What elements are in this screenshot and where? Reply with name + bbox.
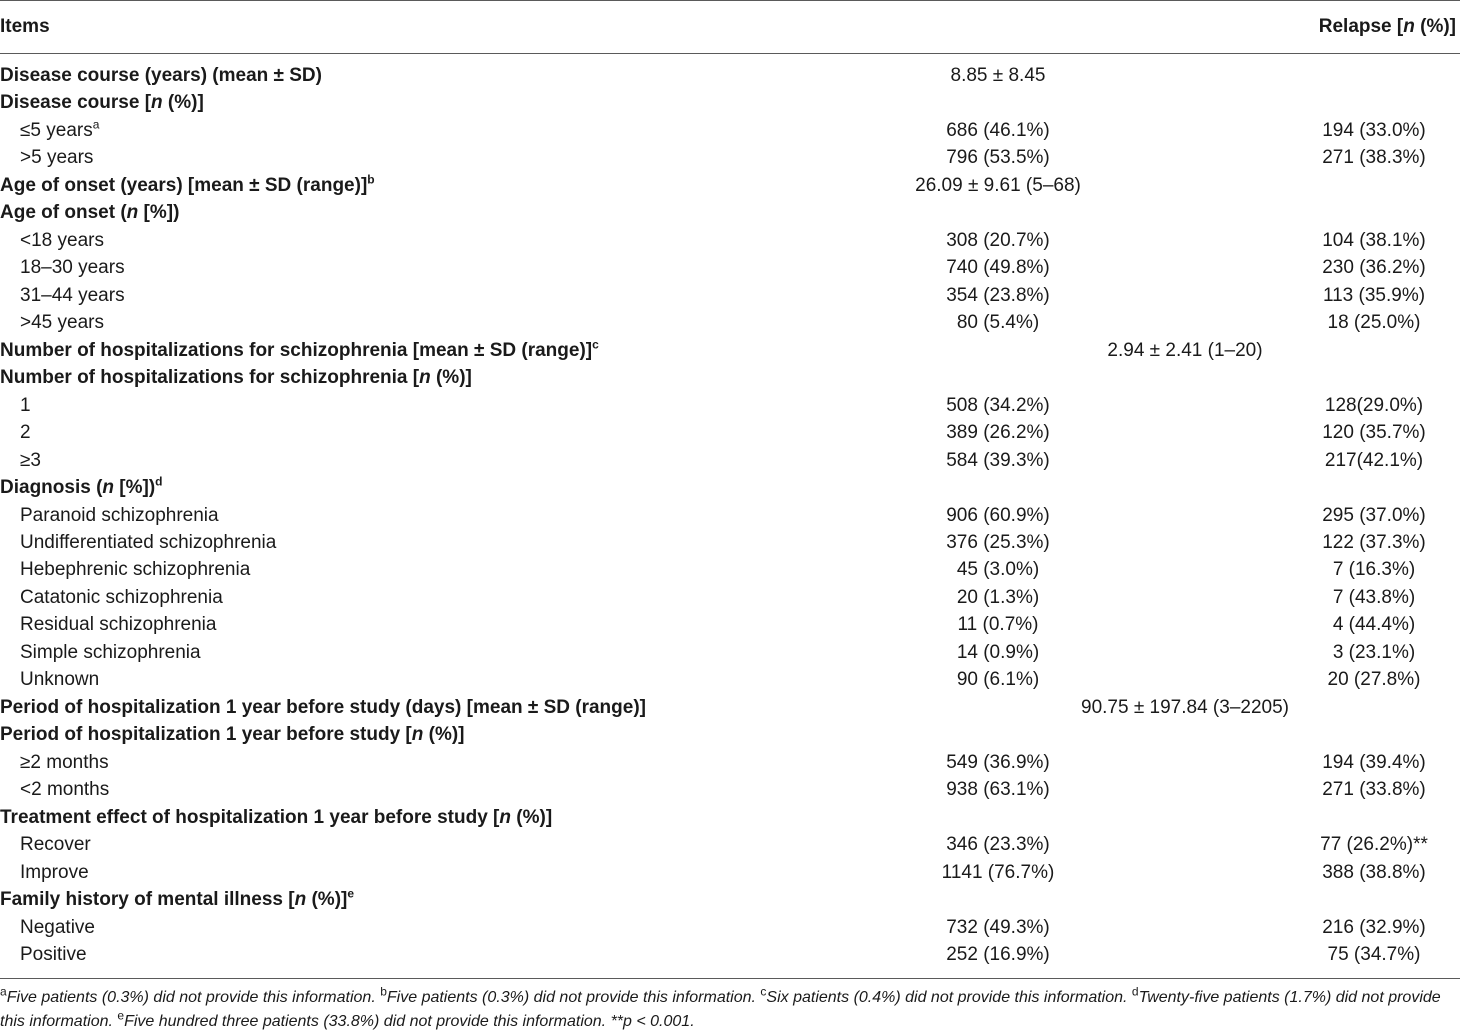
- row-label-text: Disease course (years) (mean ± SD): [0, 65, 322, 86]
- row-label: [20, 447, 41, 474]
- table-row: [0, 886, 1460, 913]
- row-label-italic: n: [419, 367, 431, 389]
- row-label: [20, 529, 276, 556]
- row-label: [0, 694, 646, 721]
- footnote-mark: a: [0, 984, 7, 999]
- row-value: 8.85 ± 8.45: [950, 65, 1046, 86]
- row-label: [0, 804, 552, 831]
- row-relapse: 122 (37.3%): [1322, 531, 1426, 553]
- row-relapse: 194 (33.0%): [1322, 119, 1426, 141]
- table-row: [0, 117, 1460, 144]
- row-label-text: 18–30 years: [20, 257, 125, 279]
- row-relapse: 194 (39.4%): [1322, 751, 1426, 773]
- footnote-mark: c: [760, 984, 767, 999]
- row-relapse: 75 (34.7%): [1327, 944, 1421, 966]
- row-label: [0, 474, 163, 501]
- row-label-text: ≥2 months: [20, 751, 109, 773]
- row-label-text: ≤5 years: [20, 119, 93, 141]
- row-label: [20, 309, 104, 336]
- row-value: 906 (60.9%): [946, 504, 1050, 526]
- row-value: 308 (20.7%): [946, 229, 1050, 251]
- table-row: [0, 721, 1460, 748]
- row-label-text: Catatonic schizophrenia: [20, 586, 223, 608]
- footnote-mark: e: [347, 886, 355, 901]
- footnote-text: Five hundred three patients (33.8%) did not provide this information. **p < 0.001.: [124, 1013, 695, 1030]
- table-row: [0, 309, 1460, 336]
- row-label-text: [%]): [138, 202, 180, 224]
- row-value: 252 (16.9%): [946, 944, 1050, 966]
- row-label-text: Treatment effect of hospitalization 1 year before study [: [0, 806, 500, 828]
- table-row: [0, 859, 1460, 886]
- row-relapse: 4 (44.4%): [1332, 614, 1416, 636]
- row-relapse: 104 (38.1%): [1322, 229, 1426, 251]
- row-label: [0, 886, 354, 913]
- header-relapse-n: n: [1403, 16, 1415, 37]
- table-row: [0, 282, 1460, 309]
- row-label: [0, 721, 465, 748]
- row-label-text: Family history of mental illness [: [0, 889, 295, 911]
- row-value: 11 (0.7%): [957, 614, 1039, 636]
- row-label-text: [%]): [114, 477, 156, 499]
- row-label-italic: n: [499, 806, 511, 828]
- row-value: 26.09 ± 9.61 (5–68): [915, 174, 1081, 196]
- header-relapse-prefix: Relapse [: [1318, 16, 1404, 37]
- row-label-text: Age of onset (: [0, 202, 127, 224]
- table-row: [0, 227, 1460, 254]
- table-row: [0, 666, 1460, 693]
- row-label-text: 31–44 years: [20, 284, 125, 306]
- row-label-text: >45 years: [20, 312, 104, 334]
- table-footnotes: [0, 986, 1460, 1034]
- table-row: [0, 584, 1460, 611]
- row-label: [20, 749, 109, 776]
- table-row: [0, 89, 1460, 116]
- row-value: 732 (49.3%): [946, 916, 1050, 938]
- footnote-mark: d: [155, 474, 163, 489]
- row-value: 90 (6.1%): [956, 669, 1040, 691]
- row-value: 376 (25.3%): [946, 531, 1050, 553]
- row-label-text: Undifferentiated schizophrenia: [20, 531, 277, 553]
- table-row: [0, 392, 1460, 419]
- row-label-text: (%)]: [306, 889, 348, 911]
- row-label-text: (%)]: [511, 806, 553, 828]
- row-label: [20, 282, 125, 309]
- row-label: [20, 831, 91, 858]
- table-row: [0, 419, 1460, 446]
- row-label: [20, 227, 104, 254]
- row-value: 1141 (76.7%): [941, 861, 1055, 883]
- table-row: [0, 941, 1460, 968]
- row-value: 686 (46.1%): [946, 119, 1050, 141]
- row-label-text: 2: [20, 422, 31, 444]
- row-relapse: 271 (38.3%): [1322, 147, 1426, 169]
- row-relapse: 217(42.1%): [1324, 449, 1424, 471]
- table-row: [0, 502, 1460, 529]
- row-value: 508 (34.2%): [946, 394, 1050, 416]
- row-relapse: 7 (43.8%): [1332, 586, 1416, 608]
- row-label-text: Residual schizophrenia: [20, 614, 217, 636]
- row-label-italic: n: [411, 724, 424, 746]
- row-value: 90.75 ± 197.84 (3–2205): [1081, 696, 1289, 718]
- row-relapse: 7 (16.3%): [1332, 559, 1416, 581]
- row-label-italic: n: [151, 92, 163, 114]
- table-row: [0, 611, 1460, 638]
- row-value: 346 (23.3%): [946, 834, 1050, 856]
- footnote-mark: b: [380, 984, 387, 999]
- row-label-text: <2 months: [20, 779, 110, 801]
- row-label-text: Diagnosis (: [0, 477, 103, 499]
- row-label: [20, 611, 216, 638]
- row-label: [0, 199, 179, 226]
- row-label-text: <18 years: [20, 229, 104, 251]
- table-row: [0, 62, 1460, 89]
- row-value: 354 (23.8%): [946, 284, 1050, 306]
- row-relapse: 128(29.0%): [1324, 394, 1424, 416]
- row-label-text: Recover: [20, 834, 91, 856]
- row-value: 389 (26.2%): [946, 422, 1050, 444]
- row-label-italic: n: [294, 889, 307, 911]
- row-label: [20, 254, 125, 281]
- row-value: 20 (1.3%): [956, 586, 1040, 608]
- row-label-text: Unknown: [20, 669, 100, 691]
- row-label: [20, 556, 250, 583]
- row-label: [20, 941, 87, 968]
- footnote-text: Five patients (0.3%) did not provide this information.: [386, 989, 761, 1006]
- row-label: [20, 392, 31, 419]
- table-row: [0, 804, 1460, 831]
- table-row: [0, 694, 1460, 721]
- row-relapse: 216 (32.9%): [1322, 916, 1426, 938]
- row-relapse: 271 (33.8%): [1322, 779, 1426, 801]
- table-row: [0, 776, 1460, 803]
- row-label-text: Improve: [20, 861, 89, 883]
- row-label-text: Paranoid schizophrenia: [20, 504, 219, 526]
- row-label-text: Number of hospitalizations for schizophrenia [mean ± SD (range)]: [0, 339, 593, 361]
- row-label-text: Simple schizophrenia: [20, 641, 201, 663]
- row-relapse: 3 (23.1%): [1332, 641, 1416, 663]
- row-label-text: (%)]: [430, 367, 472, 389]
- table-row: [0, 749, 1460, 776]
- table-row: [0, 914, 1460, 941]
- row-label-text: >5 years: [20, 147, 94, 169]
- table-row: [0, 337, 1460, 364]
- row-label-italic: n: [126, 202, 139, 224]
- row-label-text: Positive: [20, 944, 87, 966]
- row-label: [20, 502, 219, 529]
- row-relapse: 18 (25.0%): [1327, 312, 1421, 334]
- table-top-rule: [0, 0, 1460, 1]
- row-label: [20, 776, 109, 803]
- table-row: [0, 831, 1460, 858]
- row-relapse: 20 (27.8%): [1327, 669, 1421, 691]
- header-relapse: [1319, 0, 1456, 54]
- row-value: 938 (63.1%): [946, 779, 1050, 801]
- row-value: 45 (3.0%): [956, 559, 1040, 581]
- footnote-mark: e: [117, 1008, 125, 1023]
- header-relapse-suffix: (%)]: [1414, 16, 1456, 37]
- row-label-italic: n: [102, 477, 115, 499]
- row-label-text: Age of onset (years) [mean ± SD (range)]: [0, 174, 368, 196]
- header-items: Items: [0, 16, 50, 37]
- row-label: [20, 144, 93, 171]
- row-label: [0, 62, 322, 89]
- table-row: [0, 447, 1460, 474]
- table-row: [0, 556, 1460, 583]
- footnote-text: Five patients (0.3%) did not provide this information.: [6, 989, 381, 1006]
- table-row: [0, 199, 1460, 226]
- row-label-text: Period of hospitalization 1 year before study [: [0, 724, 412, 746]
- footnote-text: Six patients (0.4%) did not provide this information.: [766, 989, 1132, 1006]
- footnote-text: Twenty-five patients (1.7%) did not provide this information.: [0, 989, 1441, 1030]
- row-relapse: 388 (38.8%): [1322, 861, 1426, 883]
- row-label: [20, 584, 223, 611]
- row-value: 796 (53.5%): [946, 147, 1050, 169]
- row-label: [20, 914, 95, 941]
- row-label-text: Negative: [20, 916, 95, 938]
- header-rule: [0, 53, 1460, 54]
- table-row: [0, 144, 1460, 171]
- row-label: [0, 364, 472, 391]
- row-relapse: 113 (35.9%): [1322, 284, 1426, 306]
- row-label-text: (%)]: [423, 724, 465, 746]
- table-row: [0, 254, 1460, 281]
- row-value: 2.94 ± 2.41 (1–20): [1107, 339, 1263, 361]
- row-value: 80 (5.4%): [956, 312, 1040, 334]
- row-value: 549 (36.9%): [946, 751, 1050, 773]
- row-label: [20, 639, 201, 666]
- table-bottom-rule: [0, 978, 1460, 979]
- row-relapse: 230 (36.2%): [1322, 257, 1426, 279]
- table-row: [0, 529, 1460, 556]
- table-row: [0, 474, 1460, 501]
- footnote-mark: c: [592, 337, 599, 352]
- row-label-text: ≥3: [20, 449, 41, 471]
- row-label-text: (%)]: [162, 92, 204, 114]
- row-relapse: 77 (26.2%)**: [1320, 834, 1428, 856]
- row-label-text: Period of hospitalization 1 year before study (days) [mean ± SD (range)]: [0, 696, 646, 718]
- row-label: [20, 859, 89, 886]
- row-label: [20, 117, 99, 144]
- row-label-text: Number of hospitalizations for schizophrenia [: [0, 367, 420, 389]
- row-label-text: 1: [20, 394, 31, 416]
- table-row: [0, 172, 1460, 199]
- row-relapse: 120 (35.7%): [1322, 422, 1426, 444]
- row-label: [0, 172, 375, 199]
- footnote-mark: a: [92, 117, 100, 132]
- row-relapse: 295 (37.0%): [1322, 504, 1426, 526]
- table-row: [0, 639, 1460, 666]
- row-value: 14 (0.9%): [956, 641, 1040, 663]
- row-label: [20, 666, 99, 693]
- footnote-mark: d: [1131, 984, 1139, 999]
- row-label: [0, 89, 204, 116]
- row-label: [0, 337, 599, 364]
- row-value: 740 (49.8%): [946, 257, 1050, 279]
- row-label-text: Hebephrenic schizophrenia: [20, 559, 251, 581]
- footnote-mark: b: [367, 172, 375, 187]
- table-row: [0, 364, 1460, 391]
- row-label: [20, 419, 31, 446]
- row-value: 584 (39.3%): [946, 449, 1050, 471]
- row-label-text: Disease course [: [0, 92, 152, 114]
